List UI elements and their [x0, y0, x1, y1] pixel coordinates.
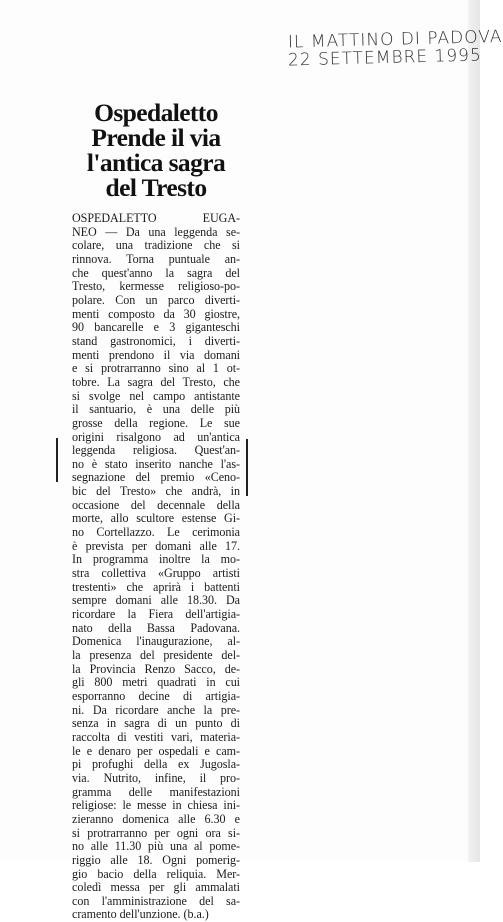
margin-mark-right — [246, 439, 248, 496]
article-body-line: ni. Da ricordare anche la pre- — [72, 702, 240, 717]
article-body-line: senza in sagra di un punto di — [72, 716, 240, 731]
headline-line: l'antica sagra — [86, 148, 226, 177]
article-body-line: si svolge nel campo antistante — [72, 388, 240, 403]
article-body-line: nato della Bassa Padovana. — [72, 620, 240, 635]
article-body-line: OSPEDALETTO EUGA- — [72, 211, 240, 225]
article-body-line: menti prendono il via domani — [72, 347, 240, 362]
article-body-line: no Cortellazzo. Le cerimonia — [72, 525, 240, 540]
article-body-line: trestenti» che aprirà i battenti — [72, 579, 240, 594]
headline-line: Ospedaletto — [94, 98, 218, 127]
article-body-line: grosse della regione. Le sue — [72, 415, 240, 430]
article-body-line: gli 800 metri quadrati in cui — [72, 675, 240, 690]
article-body-line: bic del Tresto» che andrà, in — [72, 484, 240, 499]
article-body-line: occasione del decennale della — [72, 497, 240, 512]
article-body-line: con l'amministrazione del sa- — [72, 893, 240, 908]
article-body-line: esporranno decine di artigia- — [72, 688, 240, 703]
article-body-line: gio bacio della reliquia. Mer- — [72, 866, 240, 881]
article-body-line: no alle 11.30 più una al pome- — [72, 839, 240, 854]
article-body-line: il santuario, è una delle più — [72, 402, 240, 417]
headline — [66, 100, 246, 200]
article-body-line: cramento dell'unzione. (b.a.) — [72, 907, 209, 922]
article-body-line: raccolta di vestiti vari, materia- — [72, 729, 240, 744]
article-body-line: riggio alle 18. Ogni pomerig- — [72, 852, 240, 867]
article-body-line: la Provincia Renzo Sacco, de- — [72, 661, 240, 676]
article-body-line: pi profughi della ex Jugosla- — [72, 757, 240, 772]
article-body-line: zieranno domenica alle 6.30 e — [72, 811, 240, 826]
article-body-line: gramma delle manifestazioni — [72, 784, 240, 799]
article-body-line: tobre. La sagra del Tresto, che — [72, 374, 240, 389]
headline-line: del Tresto — [105, 173, 207, 202]
article-body-line: rinnova. Torna puntuale an- — [72, 251, 240, 266]
article-body-line: coledì messa per gli ammalati — [72, 880, 240, 895]
article-body-line: no è stato inserito nanche l'as- — [72, 456, 240, 471]
headline-line: Prende il via — [91, 123, 221, 152]
article-body-line: via. Nutrito, infine, il pro- — [72, 770, 240, 785]
handwritten-date-note: 22 SETTEMBRE 1995 — [287, 45, 483, 71]
article-body-line: origini risalgono ad un'antica — [72, 429, 240, 444]
article-body-line: ricordare la Fiera dell'artigia- — [72, 607, 240, 622]
article-body — [72, 212, 240, 922]
article-body-line: si protrarranno per ogni ora si- — [72, 825, 240, 840]
newspaper-clipping — [72, 100, 240, 922]
article-body-line: è prevista per domani alle 17. — [72, 538, 240, 553]
article-body-line: sempre domani alle 18.30. Da — [72, 593, 240, 608]
article-body-line: In programma inoltre la mo- — [72, 552, 240, 567]
scan-edge — [468, 0, 480, 862]
article-body-line: leggenda religiosa. Quest'an- — [72, 443, 240, 458]
article-body-line: NEO — Da una leggenda se- — [72, 224, 240, 239]
article-body-line: le e denaro per ospedali e cam- — [72, 743, 240, 758]
article-body-line: colare, una tradizione che si — [72, 238, 240, 253]
article-body-line: stand gastronomici, i diverti- — [72, 333, 240, 348]
article-body-line: Tresto, kermesse religioso-po- — [72, 279, 240, 294]
article-body-line: menti composto da 30 giostre, — [72, 306, 240, 321]
article-body-line: 90 bancarelle e 3 giganteschi — [72, 320, 240, 335]
article-body-line: che quest'anno la sagra del — [72, 265, 240, 280]
article-body-line: segnazione del premio «Ceno- — [72, 470, 240, 485]
article-body-line: e si protrarranno sino al 1 ot- — [72, 361, 240, 376]
article-body-line: la presenza del presidente del- — [72, 648, 240, 662]
article-body-line: religiose: le messe in chiesa ini- — [72, 798, 240, 813]
article-body-line: polare. Con un parco diverti- — [72, 292, 240, 307]
article-body-line: morte, allo scultore estense Gi- — [72, 511, 240, 526]
article-body-line: stra collettiva «Gruppo artisti — [72, 566, 240, 581]
margin-mark-left — [56, 438, 58, 482]
article-body-line: Domenica l'inaugurazione, al- — [72, 634, 240, 649]
handwritten-source-note: IL MATTINO DI PADOVA — [287, 26, 503, 53]
